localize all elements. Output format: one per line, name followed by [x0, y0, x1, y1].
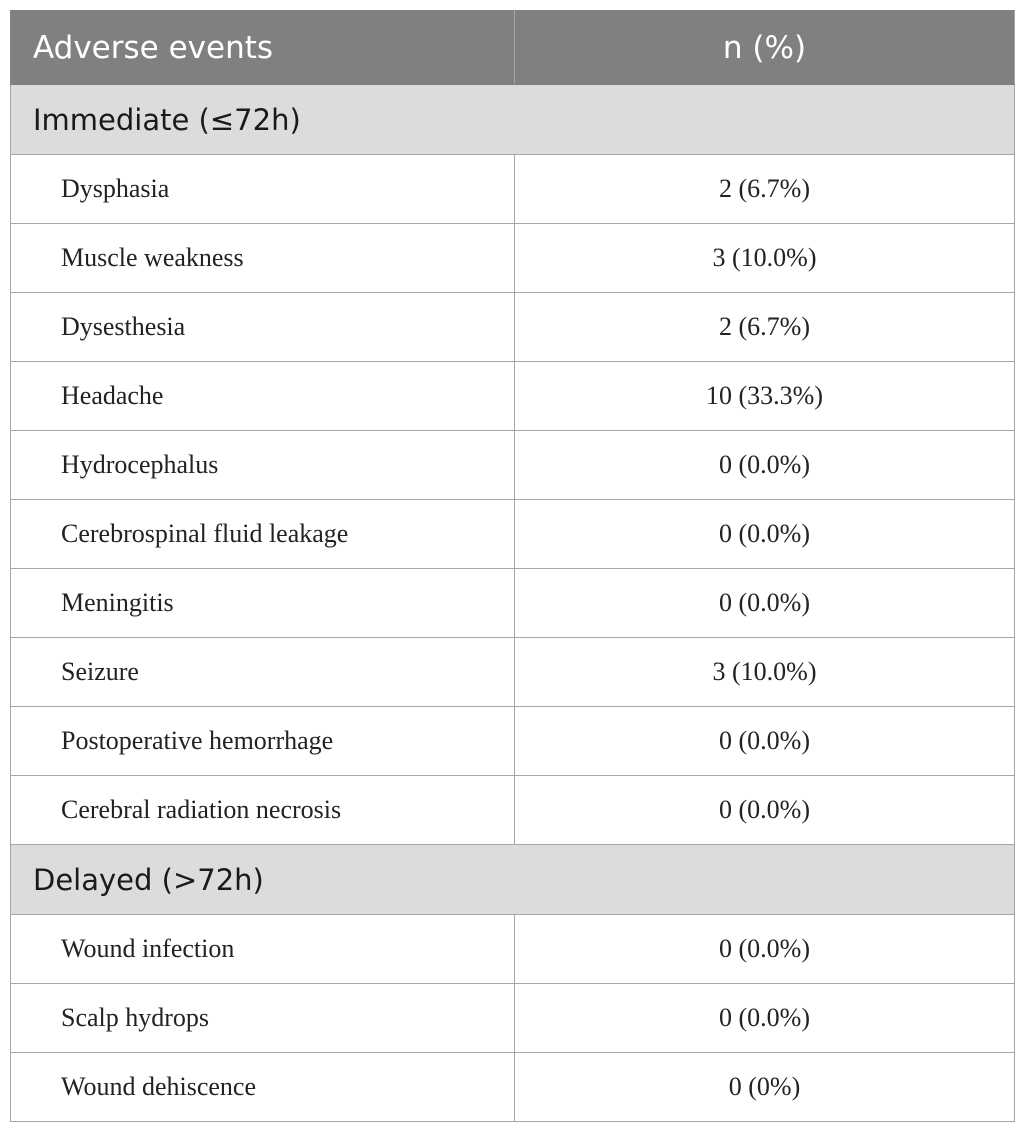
event-name: Dysphasia: [11, 155, 515, 224]
event-value: 0 (0.0%): [515, 569, 1015, 638]
table-row: [11, 224, 1015, 293]
event-value: 10 (33.3%): [515, 362, 1015, 431]
event-value: 3 (10.0%): [515, 638, 1015, 707]
event-name: Dysesthesia: [11, 293, 515, 362]
adverse-events-table: [10, 10, 1015, 1122]
event-value: 2 (6.7%): [515, 293, 1015, 362]
event-name: Muscle weakness: [11, 224, 515, 293]
event-value: 3 (10.0%): [515, 224, 1015, 293]
header-adverse-events: Adverse events: [11, 11, 515, 85]
event-value: 0 (0.0%): [515, 984, 1015, 1053]
table-row: [11, 776, 1015, 845]
table-row: [11, 500, 1015, 569]
table-row: [11, 569, 1015, 638]
table-header-row: [11, 11, 1015, 85]
event-name: Seizure: [11, 638, 515, 707]
section-title: Immediate (≤72h): [11, 85, 1015, 155]
event-value: 0 (0.0%): [515, 707, 1015, 776]
table-row: [11, 1053, 1015, 1122]
event-name: Headache: [11, 362, 515, 431]
event-name: Cerebrospinal fluid leakage: [11, 500, 515, 569]
event-value: 2 (6.7%): [515, 155, 1015, 224]
event-name: Meningitis: [11, 569, 515, 638]
event-value: 0 (0.0%): [515, 776, 1015, 845]
table-row: [11, 362, 1015, 431]
section-row-delayed: [11, 845, 1015, 915]
event-name: Scalp hydrops: [11, 984, 515, 1053]
event-value: 0 (0.0%): [515, 431, 1015, 500]
table-row: [11, 915, 1015, 984]
event-name: Wound dehiscence: [11, 1053, 515, 1122]
event-value: 0 (0%): [515, 1053, 1015, 1122]
table-row: [11, 984, 1015, 1053]
table-row: [11, 638, 1015, 707]
event-value: 0 (0.0%): [515, 500, 1015, 569]
table-row: [11, 293, 1015, 362]
table-row: [11, 707, 1015, 776]
table-row: [11, 155, 1015, 224]
event-value: 0 (0.0%): [515, 915, 1015, 984]
event-name: Hydrocephalus: [11, 431, 515, 500]
event-name: Cerebral radiation necrosis: [11, 776, 515, 845]
header-n-percent: n (%): [515, 11, 1015, 85]
section-row-immediate: [11, 85, 1015, 155]
section-title: Delayed (>72h): [11, 845, 1015, 915]
adverse-events-table-container: [10, 10, 1014, 1122]
event-name: Postoperative hemorrhage: [11, 707, 515, 776]
table-row: [11, 431, 1015, 500]
event-name: Wound infection: [11, 915, 515, 984]
